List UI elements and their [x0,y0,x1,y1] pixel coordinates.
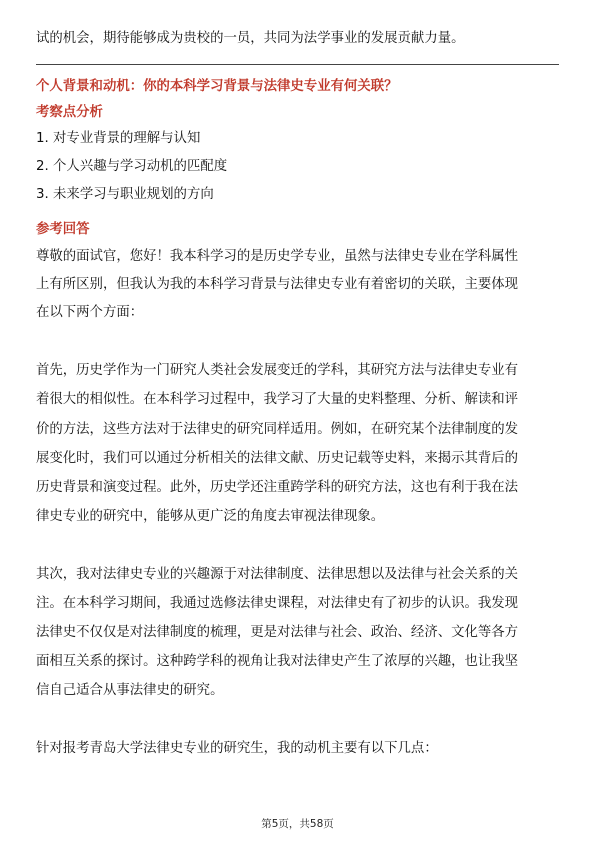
paragraph-1-line: 尊敬的面试官，您好！我本科学习的是历史学专业，虽然与法律史专业在学科属性 [36,249,519,264]
paragraph-2-line: 历史背景和演变过程。此外，历史学还注重跨学科的研究方法，这也有利于我在法 [36,480,519,495]
paragraph-4-line: 针对报考青岛大学法律史专业的研究生，我的动机主要有以下几点： [36,741,438,756]
section-divider [36,64,559,65]
paragraph-3-line: 其次，我对法律史专业的兴趣源于对法律制度、法律思想以及法律与社会关系的关 [36,567,519,582]
analysis-point: 2. 个人兴趣与学习动机的匹配度 [36,159,228,174]
analysis-point: 3. 未来学习与职业规划的方向 [36,187,214,202]
question-title: 个人背景和动机：你的本科学习背景与法律史专业有何关联？ [36,79,398,94]
paragraph-3-line: 法律史不仅仅是对法律制度的梳理，更是对法律与社会、政治、经济、文化等各方 [36,625,519,640]
paragraph-3-line: 信自己适合从事法律史的研究。 [36,683,224,698]
analysis-heading: 考察点分析 [36,105,103,120]
paragraph-2-line: 价的方法，这些方法对于法律史的研究同样适用。例如，在研究某个法律制度的发 [36,422,519,437]
paragraph-3-line: 注。在本科学习期间，我通过选修法律史课程，对法律史有了初步的认识。我发现 [36,596,519,611]
paragraph-2-line: 展变化时，我们可以通过分析相关的法律文献、历史记载等史料，来揭示其背后的 [36,451,519,466]
paragraph-2-line: 着很大的相似性。在本科学习过程中，我学习了大量的史料整理、分析、解读和评 [36,392,519,407]
answer-heading: 参考回答 [36,222,90,237]
paragraph-1-line: 上有所区别，但我认为我的本科学习背景与法律史专业有着密切的关联，主要体现 [36,277,519,292]
paragraph-1-line: 在以下两个方面： [36,305,144,320]
paragraph-3-line: 面相互关系的探讨。这种跨学科的视角让我对法律史产生了浓厚的兴趣，也让我坚 [36,654,519,669]
intro-tail-line: 试的机会，期待能够成为贵校的一员，共同为法学事业的发展贡献力量。 [36,31,465,46]
paragraph-2-line: 律史专业的研究中，能够从更广泛的角度去审视法律现象。 [36,509,385,524]
page-number: 第5页，共58页 [261,818,334,830]
analysis-point: 1. 对专业背景的理解与认知 [36,131,201,146]
paragraph-2-line: 首先，历史学作为一门研究人类社会发展变迁的学科，其研究方法与法律史专业有 [36,363,519,378]
